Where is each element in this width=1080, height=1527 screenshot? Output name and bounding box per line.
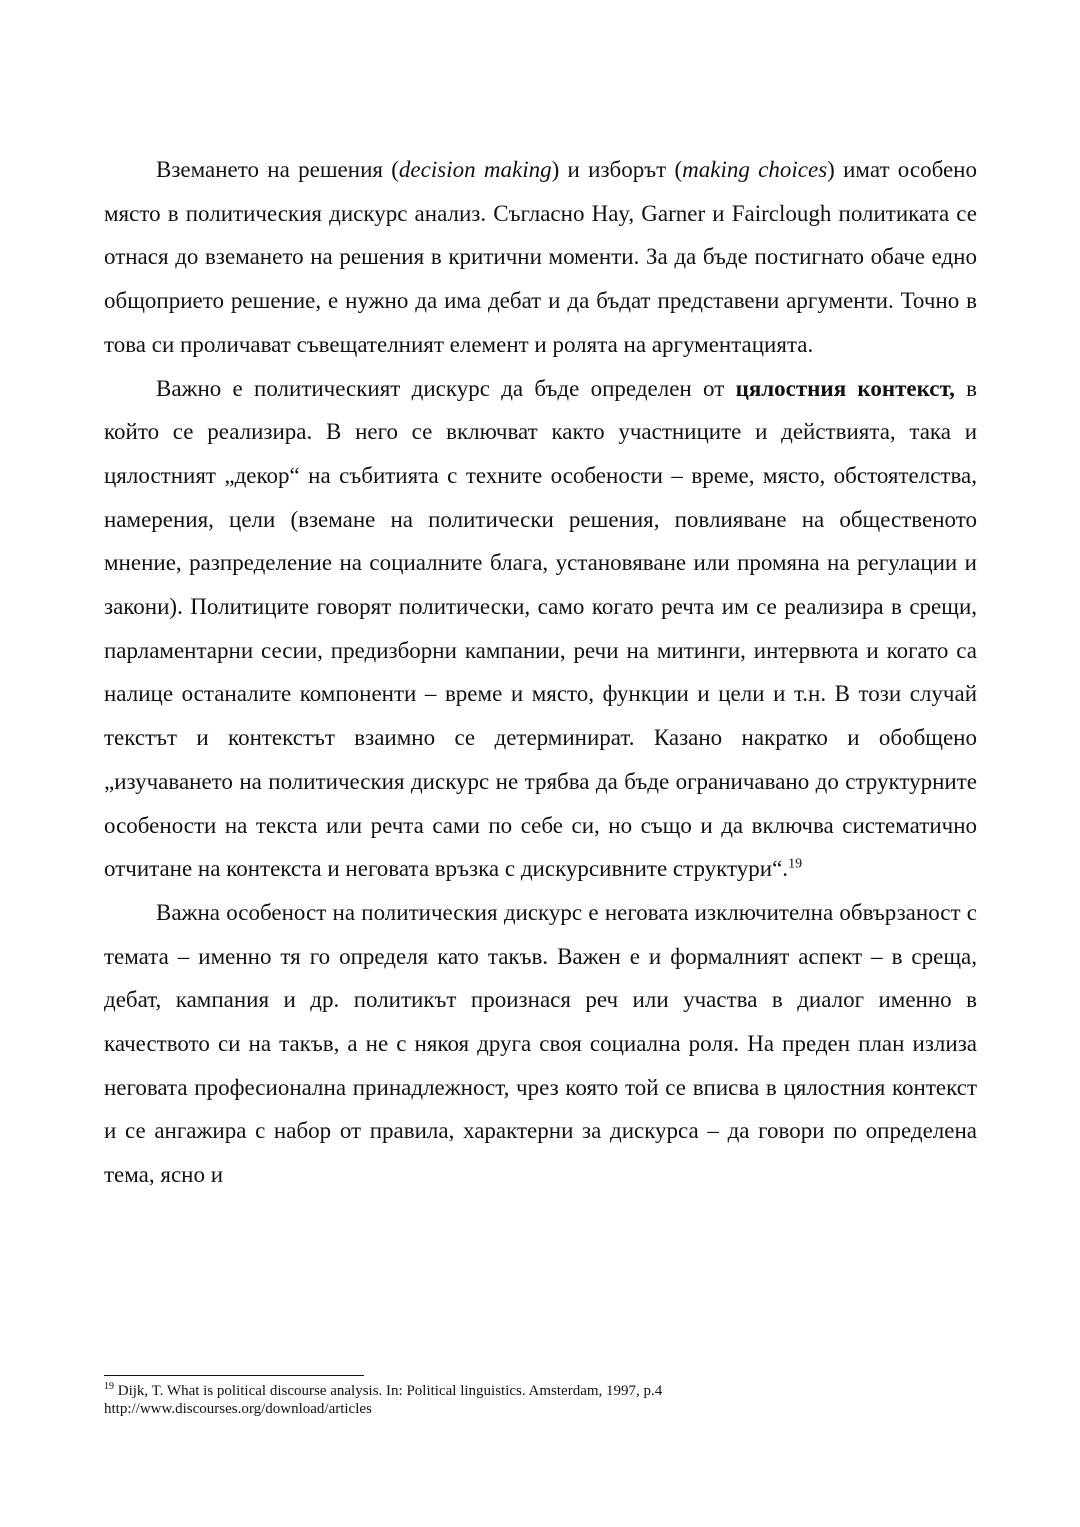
- paragraph-topic: [104, 891, 977, 1197]
- paragraph-2-bold-context: цялостния контекст,: [735, 375, 955, 401]
- paragraph-1-text-b: ) и изборът (: [551, 157, 683, 182]
- paragraph-1-text-c: ) имат особено място в политическия дискурс анализ. Съгласно Hay, Garner и Fairclough политиката се отнася до вземането на решения в критични моменти. За да бъде постигнато обаче едно общоприето решение, е нужно да има дебат и да бъдат представени аргументи. Точно в това си проличават съвещателният елемент и ролята на аргументацията.: [104, 157, 977, 357]
- paragraph-context: [104, 367, 977, 891]
- paragraph-1-italic-making-choices: making choices: [682, 157, 828, 182]
- paragraph-1-italic-decision-making: decision making: [398, 157, 552, 182]
- footnote-reference[interactable]: 19: [788, 856, 803, 872]
- paragraph-2-text-b: в който се реализира. В него се включват както участниците и действията, така и цялостният „декор“ на събитията с техните особености – време, място, обстоятелства, намерения, цели (вземане на политически решения, повлияване на общественото мнение, разпределение на социалните блага, установяване или промяна на регулации и закони). Политиците говорят политически, само когато речта им се реализира в срещи, парламентарни сесии, предизборни кампании, речи на митинги, интервюта и когато са налице останалите компоненти – време и място, функции и цели и т.н. В този случай текстът и контекстът взаимно се детерминират. Казано накратко и обобщено „изучаването на политическия дискурс не трябва да бъде ограничавано до структурните особености на текста или речта сами по себе си, но също и да включва систематично отчитане на контекста и неговата връзка с дискурсивните структури“.: [104, 375, 977, 882]
- paragraph-decision-making: [104, 148, 977, 367]
- footnote-url[interactable]: http://www.discourses.org/download/articles: [104, 1401, 372, 1417]
- paragraph-3-text: Важна особеност на политическия дискурс е неговата изключителна обвързаност с темата – именно тя го определя като такъв. Важен е и формалният аспект – в среща, дебат, кампания и др. политикът произнася реч или участва в диалог именно в качеството си на такъв, а не с някоя друга своя социална роля. На преден план излиза неговата професионална принадлежност, чрез която той се вписва в цялостния контекст и се ангажира с набор от правила, характерни за дискурса – да говори по определена тема, ясно и: [104, 899, 977, 1188]
- footnote-citation: Dijk, T. What is political discourse analysis. In: Political linguistics. Amsterdam, 1997, p.4: [114, 1383, 663, 1399]
- footnote-entry: [104, 1383, 662, 1399]
- paragraph-1-text-a: Вземането на решения (: [156, 157, 399, 182]
- paragraph-2-text-a: Важно е политическият дискурс да бъде определен от: [156, 375, 736, 401]
- page-body: [104, 148, 977, 1197]
- footnote: [104, 1382, 977, 1418]
- footnote-number: 19: [104, 1381, 114, 1392]
- footnote-separator: [104, 1375, 364, 1376]
